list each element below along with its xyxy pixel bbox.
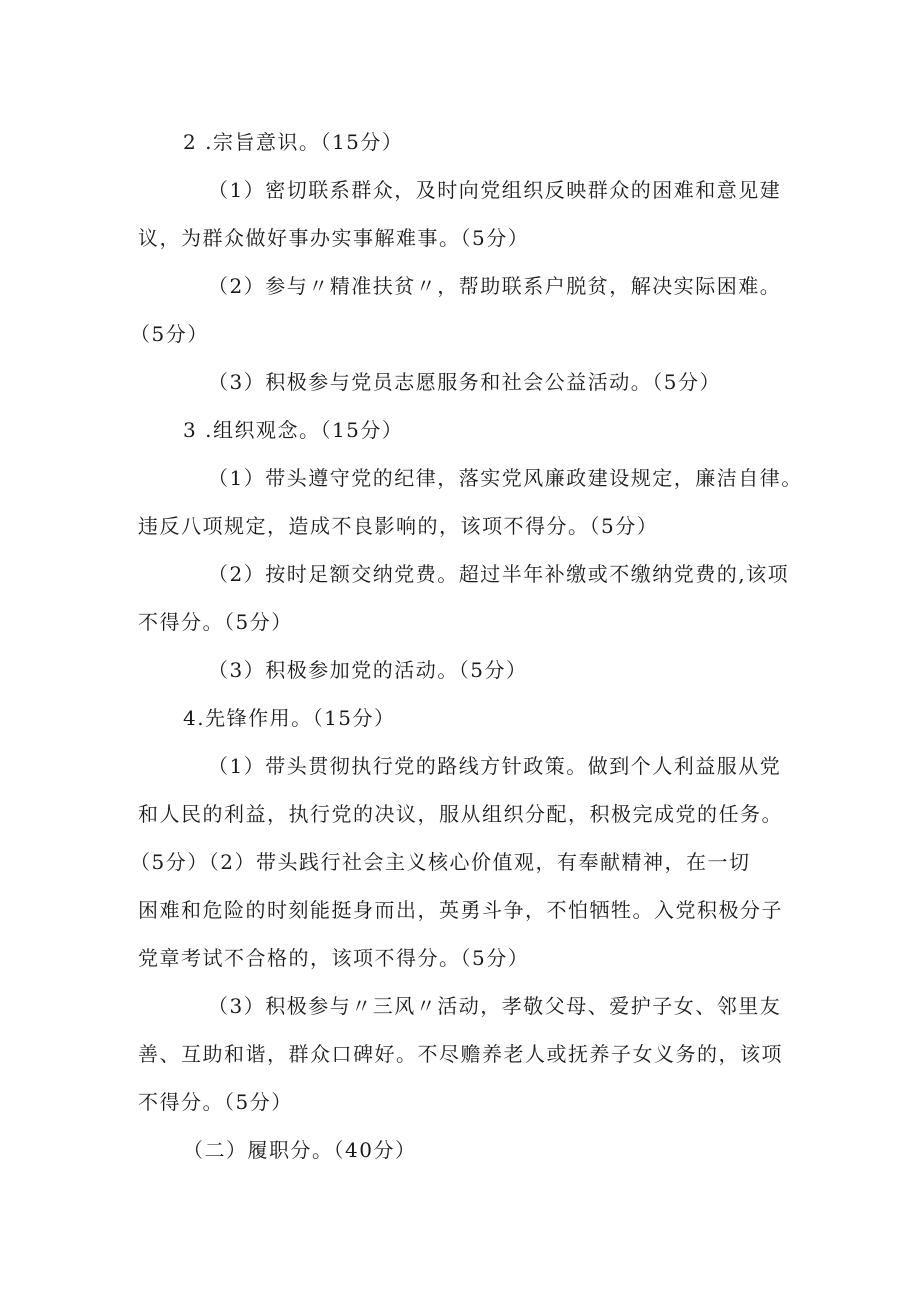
paragraph-line: 违反八项规定，造成不良影响的，该项不得分。（5分）: [138, 514, 659, 538]
paragraph-line: （1）带头遵守党的纪律，落实党风廉政建设规定，廉洁自律。: [208, 466, 803, 490]
paragraph-line: 议，为群众做好事办实事解难事。（5分）: [138, 226, 530, 250]
section-heading: （二）履职分。（40分）: [183, 1138, 417, 1162]
paragraph-line: 和人民的利益，执行党的决议，服从组织分配，积极完成党的任务。: [138, 802, 783, 826]
paragraph-line: 善、互助和谐，群众口碑好。不尽赡养老人或抚养子女义务的，该项: [138, 1042, 783, 1066]
paragraph-line: 困难和危险的时刻能挺身而出，英勇斗争，不怕牺牲。入党积极分子: [138, 898, 783, 922]
paragraph-line: （3）积极参加党的活动。（5分）: [208, 658, 528, 682]
paragraph-line: （1）密切联系群众，及时向党组织反映群众的困难和意见建: [208, 178, 782, 202]
section-heading: 2 .宗旨意识。（15分）: [183, 130, 404, 154]
paragraph-line: （1）带头贯彻执行党的路线方针政策。做到个人利益服从党: [208, 754, 782, 778]
paragraph-line: 不得分。（5分）: [138, 610, 293, 634]
paragraph-line: （5分）: [130, 322, 209, 346]
section-heading: 4.先锋作用。（15分）: [183, 706, 396, 730]
paragraph-line: 不得分。（5分）: [138, 1090, 293, 1114]
paragraph-line: （3）积极参与〃三风〃活动，孝敬父母、爱护子女、邻里友: [208, 994, 782, 1018]
paragraph-line: （5分）（2）带头践行社会主义核心价值观，有奉献精神，在一切: [130, 850, 751, 874]
paragraph-line: （3）积极参与党员志愿服务和社会公益活动。（5分）: [208, 370, 721, 394]
paragraph-line: 党章考试不合格的，该项不得分。（5分）: [138, 946, 530, 970]
section-heading: 3 .组织观念。（15分）: [183, 418, 404, 442]
paragraph-line: （2）参与〃精准扶贫〃，帮助联系户脱贫，解决实际困难。: [208, 274, 782, 298]
paragraph-line: （2）按时足额交纳党费。超过半年补缴或不缴纳党费的,该项: [208, 562, 790, 586]
